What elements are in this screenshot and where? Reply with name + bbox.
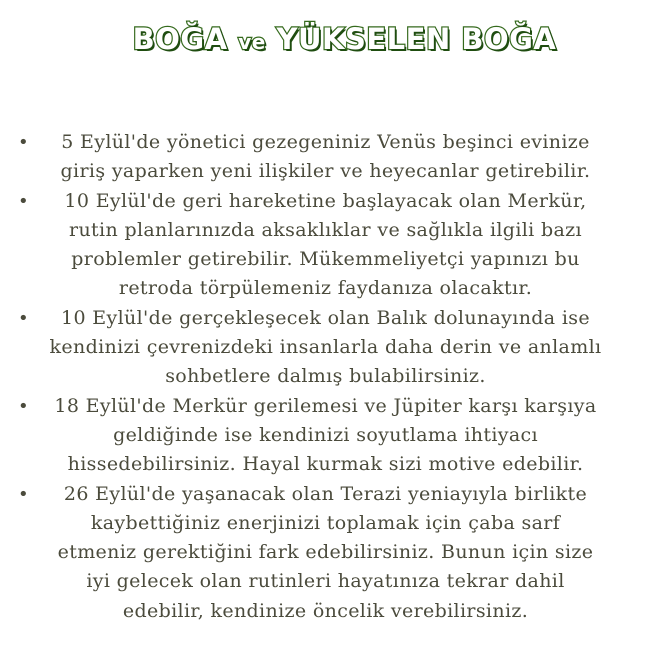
item-line: retroda törpülemeniz faydanıza olacaktır. xyxy=(118,277,533,300)
item-line: 10 Eylül'de geri hareketine başlayacak olan Merkür, xyxy=(64,189,587,212)
item-line: rutin planlarınızda aksaklıklar ve sağlıkla ilgili bazı xyxy=(69,218,582,241)
bullet-icon: • xyxy=(18,307,29,329)
item-line: geldiğinde ise kendinizi soyutlama ihtiyacı xyxy=(113,423,538,446)
item-line: etmeniz gerektiğini fark edebilirsiniz. Bunun için size xyxy=(57,541,594,564)
bullet-icon: • xyxy=(18,483,29,505)
item-line: 5 Eylül'de yönetici gezegeniniz Venüs beşinci evinize xyxy=(61,131,590,153)
item-line: sohbetlere dalmış bulabilirsiniz. xyxy=(165,365,486,388)
title-sign: BOĞA xyxy=(132,22,228,56)
item-line: kendinizi çevrenizdeki insanlarla daha derin ve anlamlı xyxy=(49,336,602,359)
item-line: 18 Eylül'de Merkür gerilemesi ve Jüpiter karşı karşıya xyxy=(54,394,597,417)
title-connector: ve xyxy=(238,30,266,54)
item-line: iyi gelecek olan rutinleri hayatınıza tekrar dahil xyxy=(86,570,565,593)
list-item xyxy=(0,187,645,304)
item-line: giriş yaparken yeni ilişkiler ve heyecanlar getirebilir. xyxy=(60,160,591,183)
list-item xyxy=(0,480,645,626)
bullet-icon: • xyxy=(18,395,29,417)
item-line: 10 Eylül'de gerçekleşecek olan Balık dolunayında ise xyxy=(61,306,590,329)
bullet-icon: • xyxy=(18,190,29,212)
item-line: problemler getirebilir. Mükemmeliyetçi yapınızı bu xyxy=(71,248,580,271)
forecast-list xyxy=(0,128,645,626)
list-item xyxy=(0,392,645,480)
list-item xyxy=(0,304,645,392)
title-rising-sign: YÜKSELEN BOĞA xyxy=(276,22,557,56)
page-title xyxy=(0,19,645,62)
item-line: 26 Eylül'de yaşanacak olan Terazi yeniayıyla birlikte xyxy=(63,482,588,505)
bullet-icon: • xyxy=(18,132,29,153)
item-line: edebilir, kendinize öncelik verebilirsiniz. xyxy=(122,599,529,622)
list-item xyxy=(0,128,645,187)
item-line: hissedebilirsiniz. Hayal kurmak sizi motive edebilir. xyxy=(67,453,584,476)
item-line: kaybettiğiniz enerjinizi toplamak için çaba sarf xyxy=(90,511,561,534)
